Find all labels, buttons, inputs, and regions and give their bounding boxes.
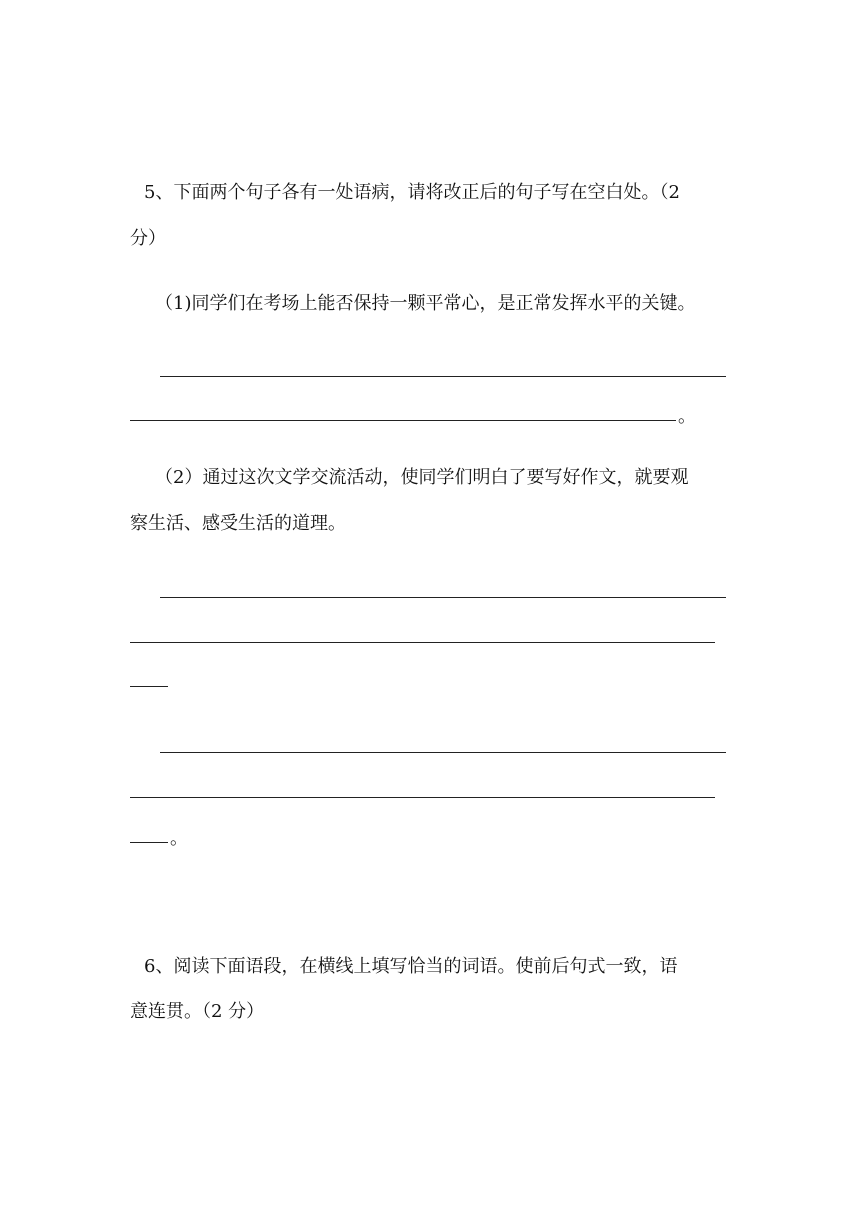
question-5-prompt-line1: 5、下面两个句子各有一处语病，请将改正后的句子写在空白处。（2 <box>144 182 680 203</box>
answer-line[interactable] <box>160 376 726 377</box>
answer-line[interactable] <box>130 686 168 687</box>
question-5-item-2-line1: （2）通过这次文学交流活动，使同学们明白了要写好作文，就要观 <box>155 467 689 488</box>
question-5-item-2-line2: 察生活、感受生活的道理。 <box>130 513 346 534</box>
answer-line[interactable] <box>130 842 168 843</box>
period-mark: 。 <box>678 406 696 427</box>
question-5-prompt-line2: 分） <box>130 228 166 249</box>
answer-line[interactable] <box>130 420 676 421</box>
period-mark: 。 <box>170 828 188 849</box>
question-6-prompt-line1: 6、阅读下面语段，在横线上填写恰当的词语。使前后句式一致，语 <box>144 956 678 977</box>
answer-line[interactable] <box>130 642 715 643</box>
answer-line[interactable] <box>130 797 715 798</box>
answer-line[interactable] <box>160 597 726 598</box>
answer-line[interactable] <box>160 752 726 753</box>
question-5-item-1: （1)同学们在考场上能否保持一颗平常心，是正常发挥水平的关键。 <box>155 293 696 314</box>
question-6-prompt-line2: 意连贯。（2 分） <box>130 1001 265 1022</box>
